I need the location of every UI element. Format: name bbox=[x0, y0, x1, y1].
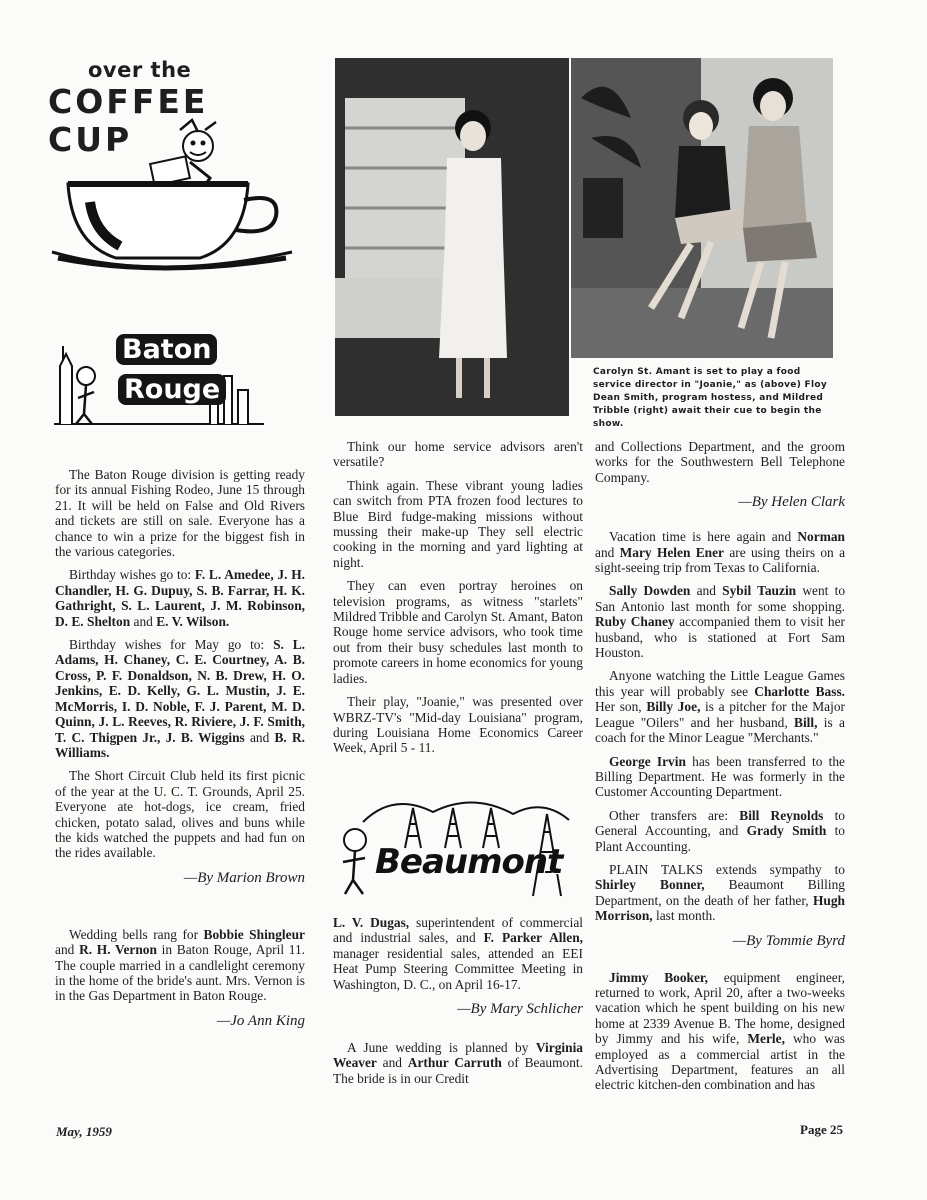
column-beaumont-continued bbox=[595, 439, 845, 1101]
collections-paragraph: and Collections Department, and the groom works for the Southwestern Bell Telephone Company. bbox=[595, 439, 845, 485]
byline-mary-schlicher: —By Mary Schlicher bbox=[457, 1001, 583, 1018]
photo-floy-dean-smith bbox=[335, 58, 569, 416]
woman-standing-photo bbox=[335, 58, 569, 416]
byline-helen-clark: —By Helen Clark bbox=[738, 494, 845, 511]
column-baton-rouge bbox=[55, 467, 305, 1030]
byline-jo-ann-king: —Jo Ann King bbox=[216, 1012, 305, 1029]
page-number: Page 25 bbox=[800, 1122, 843, 1137]
vacation-paragraph: Vacation time is here again and Norman and Mary Helen Ener are using theirs on a sight-seeing trip from Texas to California. bbox=[595, 529, 846, 576]
little-league-paragraph: Anyone watching the Little League Games this year will probably see Charlotte Bass. Her son, Billy Joe, is a pitcher for the Major League "Oilers" and her husband, Bill, is a coach for the Minor League "Merchants." bbox=[595, 668, 846, 746]
byline-tommie-byrd: —By Tommie Byrd bbox=[732, 932, 845, 949]
over-the-heading: over the bbox=[88, 58, 192, 82]
dugas-allen-paragraph: L. V. Dugas, superintendent of commercial and industrial sales, and F. Parker Allen, manager residential sales, attended an EEI Heat Pump Steering Committee Meeting in Washington, D. C., on April 16-17. bbox=[333, 915, 584, 992]
joanie-paragraph: Their play, "Joanie," was presented over WBRZ-TV's "Mid-day Louisiana" program, during Louisiana Home Economics Career Week, April 5 - 11. bbox=[333, 694, 583, 756]
versatile-paragraph: Think our home service advisors aren't versatile? bbox=[333, 439, 583, 470]
sympathy-paragraph: PLAIN TALKS extends sympathy to Shirley Bonner, Beaumont Billing Department, on the death of her father, Hugh Morrison, last month. bbox=[595, 861, 845, 924]
june-wedding-paragraph: A June wedding is planned by Virginia Weaver and Arthur Carruth of Beaumont. The bride is in our Credit bbox=[333, 1040, 584, 1086]
baton-title: Baton bbox=[116, 334, 217, 365]
other-transfers-paragraph: Other transfers are: Bill Reynolds to General Accounting, and Grady Smith to Plant Accounting. bbox=[595, 807, 846, 854]
short-circuit-club-paragraph: The Short Circuit Club held its first picnic of the year at the U. C. T. Grounds, April 25. Everyone ate hot-dogs, ice cream, fried chicken, potato salad, olives and buns while the kids watched the puppets and had fun on the rides available. bbox=[55, 768, 305, 861]
issue-date: May, 1959 bbox=[56, 1124, 112, 1139]
fishing-rodeo-paragraph: The Baton Rouge division is getting ready for its annual Fishing Rodeo, June 15 through 21. It will be held on False and Old Rivers and tickets are still on sale. Everyone has a chance to win a prize for the biggest fish in the various categories. bbox=[55, 467, 305, 560]
byline-marion-brown: —By Marion Brown bbox=[183, 869, 305, 886]
television-paragraph: They can even portray heroines on television programs, as witness "starlets" Mildred Tribble and Carolyn St. Amant, Baton Rouge home service advisors, who took time out from their busy schedules last month to promote careers in home economics for young ladies. bbox=[333, 578, 583, 686]
jimmy-booker-paragraph: Jimmy Booker, equipment engineer, returned to work, April 20, after a two-weeks vacation which he spent building on his new home at 2339 Avenue B. The home, designed by Jimmy and his wife, Merle, who was employed as a commercial artist in the Advertising Department, features an all electric kitchen-den combination and has bbox=[595, 969, 845, 1093]
rouge-title: Rouge bbox=[118, 374, 226, 405]
think-again-paragraph: Think again. These vibrant young ladies can switch from PTA frozen food lectures to Blue Bird fudge-making missions without mussing their make-up They sell electric cooking in the morning and yard lighting at night. bbox=[333, 477, 583, 570]
birthday-may-paragraph: Birthday wishes for May go to: S. L. Adams, H. Chaney, C. E. Courtney, A. B. Cross, P. F. Donaldson, N. B. Drew, H. O. Jenkins, E. D. Kelly, G. L. Mustin, J. E. McMorris, I. D. Noble, F. J. Parent, M. D. Quinn, J. L. Reeves, R. Riviere, J. F. Smith, T. C. Thigpen Jr., J. B. Wiggins and B. R. Williams. bbox=[55, 637, 306, 760]
column-beaumont bbox=[333, 915, 583, 1094]
column-home-service bbox=[333, 439, 583, 764]
photo-tribble-st-amant bbox=[571, 58, 833, 358]
san-antonio-paragraph: Sally Dowden and Sybil Tauzin went to San Antonio last month for some shopping. Ruby Chaney accompanied them to visit her husband, who is stationed at Fort Sam Houston. bbox=[595, 583, 846, 661]
beaumont-banner bbox=[333, 792, 581, 900]
coffee-heading: COFFEE bbox=[48, 82, 209, 121]
beaumont-title: Beaumont bbox=[375, 842, 563, 882]
two-women-seated-photo bbox=[571, 58, 833, 358]
baton-rouge-banner bbox=[50, 326, 268, 430]
mascot-figure bbox=[150, 120, 216, 186]
transfer-paragraph: George Irvin has been transferred to the Billing Department. He was formerly in the Customer Accounting Department. bbox=[595, 753, 845, 800]
wedding-paragraph: Wedding bells rang for Bobbie Shingleur and R. H. Vernon in Baton Rouge, April 11. The couple married in a candlelight ceremony in the home of the bride's aunt. Mrs. Vernon is in the Gas Department in Baton Rouge. bbox=[55, 926, 306, 1004]
coffee-cup-illustration bbox=[30, 112, 320, 272]
birthday-paragraph: Birthday wishes go to: F. L. Amedee, J. H. Chandler, H. G. Dupuy, S. B. Farrar, H. K. Gathright, S. L. Laurent, J. M. Robinson, D. E. Shelton and E. V. Wilson. bbox=[55, 567, 305, 629]
photo-caption: Carolyn St. Amant is set to play a food service director in "Joanie," as (above) Floy Dean Smith, program hostess, and Mildred Tribble (right) await their cue to begin the show. bbox=[593, 367, 828, 429]
cup-heading: CUP bbox=[48, 120, 133, 159]
